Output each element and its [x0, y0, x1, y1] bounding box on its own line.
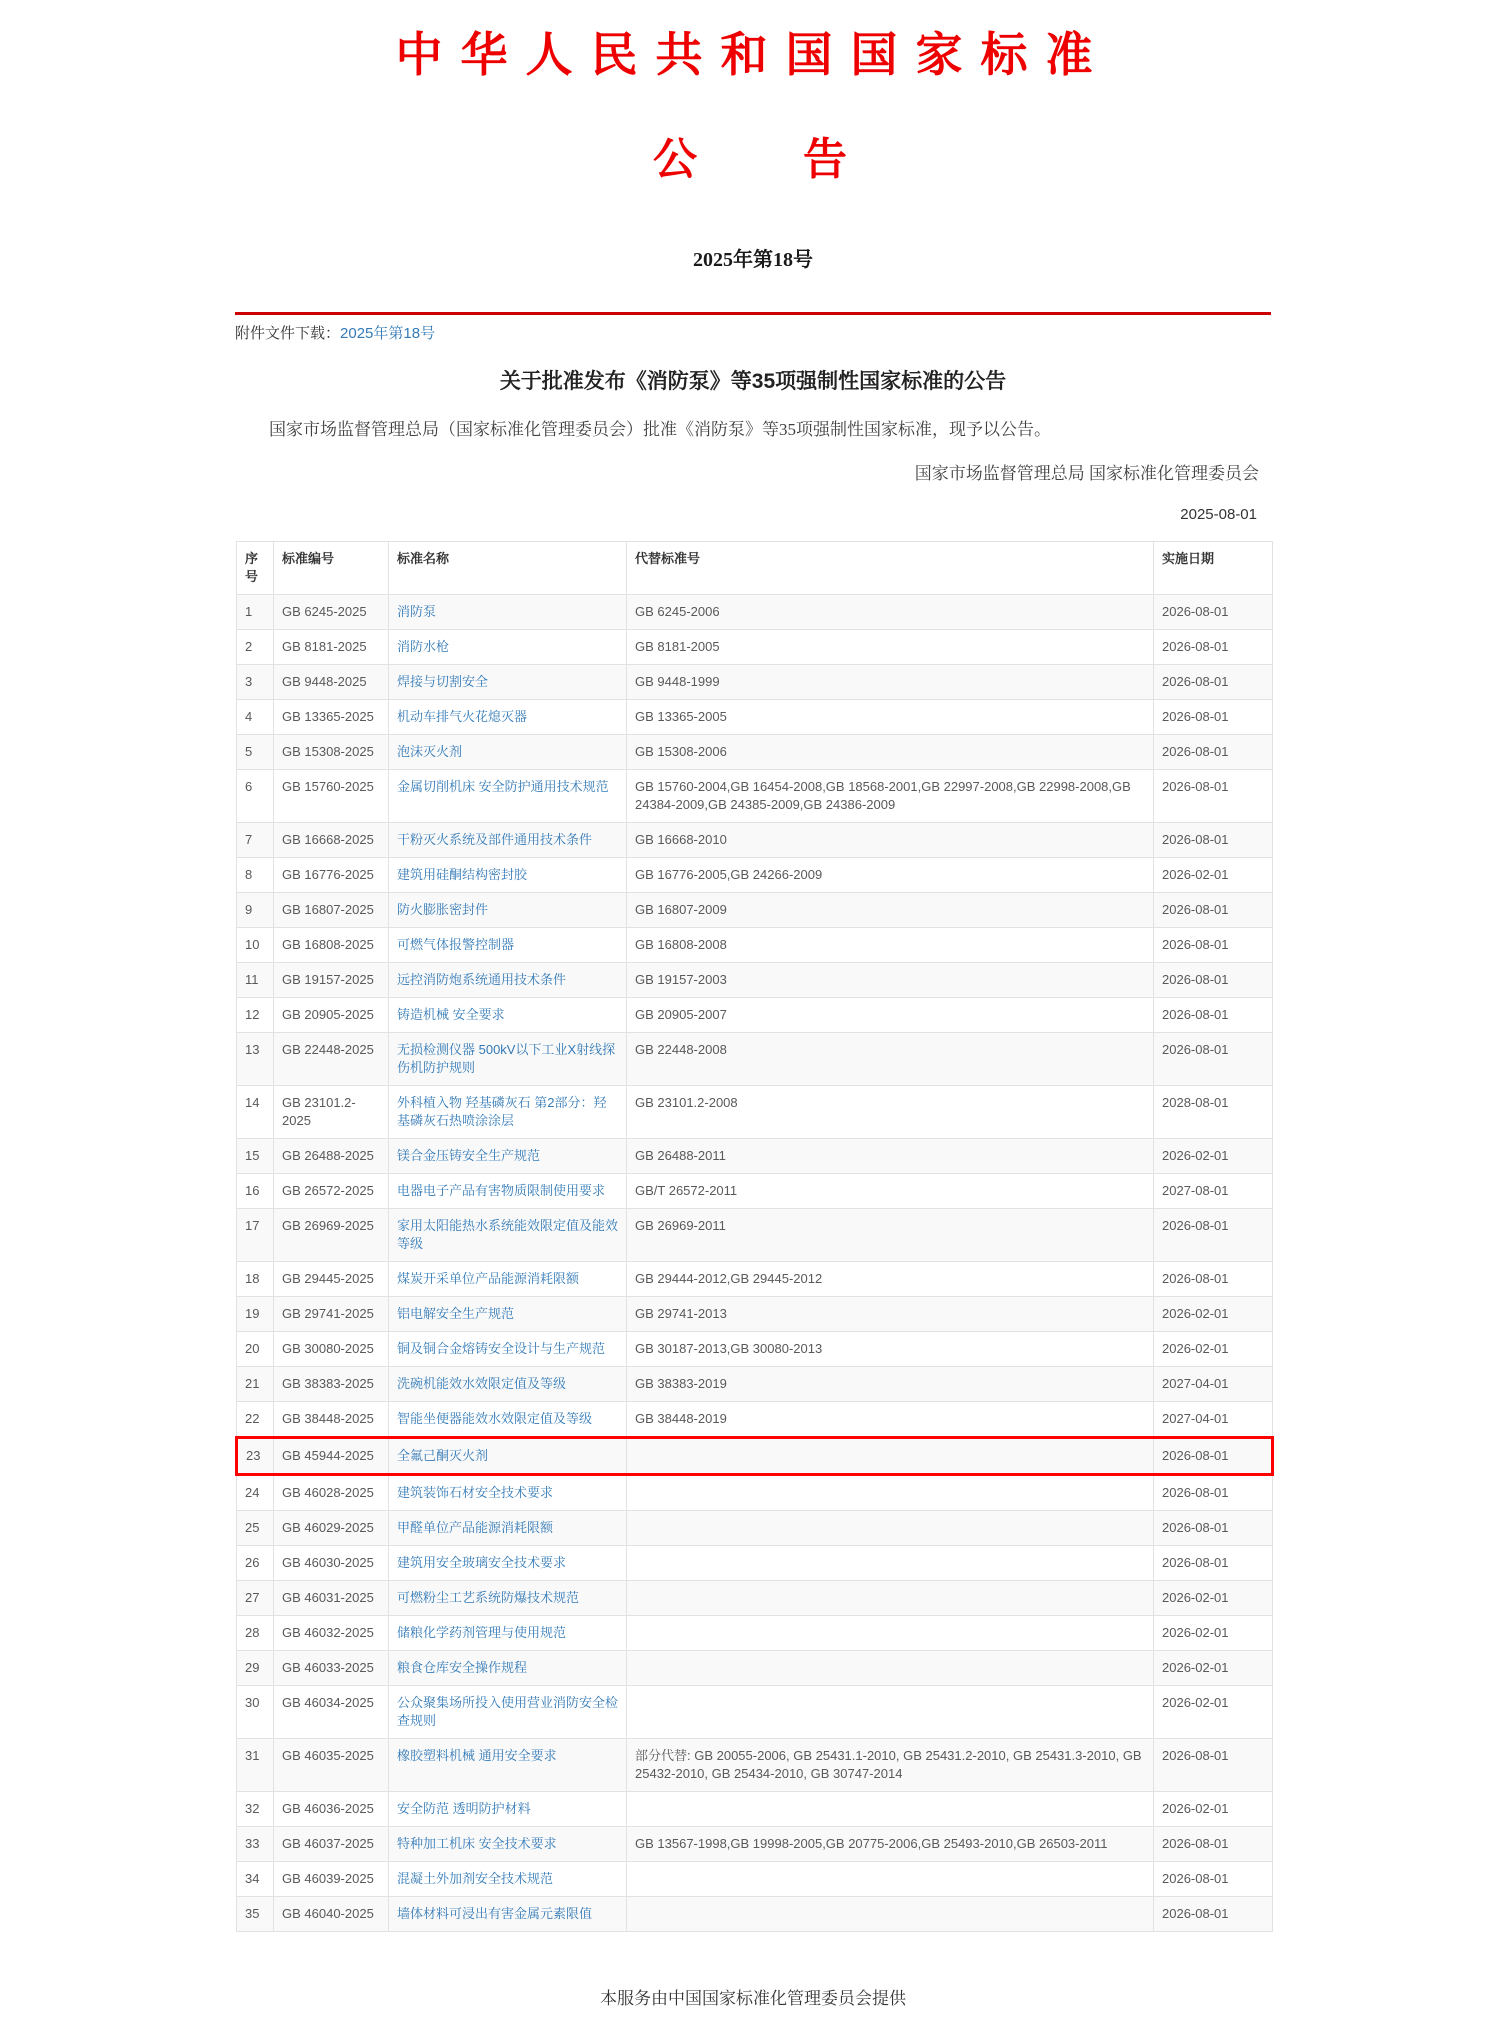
standard-name-link[interactable]: 智能坐便器能效水效限定值及等级	[397, 1410, 593, 1426]
cell-standard-name	[389, 1791, 627, 1826]
column-header-date: 实施日期	[1154, 541, 1273, 594]
cell-no: 3	[237, 664, 274, 699]
cell-standard-name	[389, 1261, 627, 1296]
standard-name-link[interactable]: 铸造机械 安全要求	[397, 1006, 505, 1022]
standard-name-link[interactable]: 消防泵	[397, 603, 437, 619]
cell-standard-name	[389, 822, 627, 857]
cell-standard-code: GB 46033-2025	[274, 1650, 389, 1685]
cell-no: 17	[237, 1208, 274, 1261]
cell-no: 18	[237, 1261, 274, 1296]
cell-implementation-date: 2026-08-01	[1154, 1208, 1273, 1261]
cell-replaced-codes	[627, 1545, 1154, 1580]
cell-standard-name	[389, 1366, 627, 1401]
attachment-label: 附件文件下载：	[235, 325, 341, 342]
cell-replaced-codes: GB 16808-2008	[627, 927, 1154, 962]
cell-standard-code: GB 23101.2-2025	[274, 1085, 389, 1138]
table-row	[237, 1437, 1273, 1474]
cell-standard-name	[389, 1826, 627, 1861]
cell-standard-name	[389, 1896, 627, 1931]
standard-name-link[interactable]: 洗碗机能效水效限定值及等级	[397, 1375, 567, 1391]
table-row	[237, 1685, 1273, 1738]
cell-implementation-date: 2026-08-01	[1154, 1437, 1273, 1474]
standard-name-link[interactable]: 建筑装饰石材安全技术要求	[397, 1484, 554, 1500]
cell-implementation-date: 2026-08-01	[1154, 1545, 1273, 1580]
table-row	[237, 1896, 1273, 1931]
standards-table-head	[237, 541, 1273, 594]
cell-standard-code: GB 26572-2025	[274, 1173, 389, 1208]
cell-standard-code: GB 20905-2025	[274, 997, 389, 1032]
cell-standard-code: GB 8181-2025	[274, 629, 389, 664]
cell-replaced-codes: GB 29741-2013	[627, 1296, 1154, 1331]
cell-implementation-date: 2026-08-01	[1154, 734, 1273, 769]
cell-standard-code: GB 46039-2025	[274, 1861, 389, 1896]
standard-name-link[interactable]: 甲醛单位产品能源消耗限额	[397, 1519, 554, 1535]
cell-implementation-date: 2026-08-01	[1154, 997, 1273, 1032]
cell-standard-name	[389, 1331, 627, 1366]
table-row	[237, 857, 1273, 892]
cell-implementation-date: 2026-08-01	[1154, 629, 1273, 664]
table-row	[237, 1826, 1273, 1861]
cell-standard-code: GB 46031-2025	[274, 1580, 389, 1615]
cell-replaced-codes	[627, 1437, 1154, 1474]
cell-standard-code: GB 16776-2025	[274, 857, 389, 892]
cell-replaced-codes: GB 20905-2007	[627, 997, 1154, 1032]
cell-implementation-date: 2026-02-01	[1154, 1615, 1273, 1650]
standard-name-link[interactable]: 可燃气体报警控制器	[397, 936, 515, 952]
cell-replaced-codes: GB 15760-2004,GB 16454-2008,GB 18568-2001,GB 22997-2008,GB 22998-2008,GB 24384-2009,GB 24385-2009,GB 24386-2009	[627, 769, 1154, 822]
cell-no: 5	[237, 734, 274, 769]
cell-standard-code: GB 16668-2025	[274, 822, 389, 857]
cell-standard-code: GB 46034-2025	[274, 1685, 389, 1738]
cell-standard-name	[389, 962, 627, 997]
table-row	[237, 734, 1273, 769]
table-row	[237, 629, 1273, 664]
cell-standard-code: GB 30080-2025	[274, 1331, 389, 1366]
table-row	[237, 1296, 1273, 1331]
cell-implementation-date: 2027-08-01	[1154, 1173, 1273, 1208]
cell-replaced-codes: GB 15308-2006	[627, 734, 1154, 769]
table-row	[237, 1401, 1273, 1437]
cell-standard-name	[389, 699, 627, 734]
cell-replaced-codes	[627, 1580, 1154, 1615]
standard-name-link[interactable]: 可燃粉尘工艺系统防爆技术规范	[397, 1589, 580, 1605]
standard-name-link[interactable]: 安全防范 透明防护材料	[397, 1800, 531, 1816]
cell-standard-code: GB 15308-2025	[274, 734, 389, 769]
standards-table	[235, 541, 1274, 1932]
cell-no: 28	[237, 1615, 274, 1650]
footer-text: 本服务由中国国家标准化管理委员会提供	[600, 1988, 906, 2008]
notice-date: 2025-08-01	[1180, 505, 1257, 523]
cell-replaced-codes: GB 29444-2012,GB 29445-2012	[627, 1261, 1154, 1296]
cell-standard-code: GB 46040-2025	[274, 1896, 389, 1931]
standard-name-link[interactable]: 泡沫灭火剂	[397, 743, 463, 759]
cell-standard-name	[389, 1173, 627, 1208]
cell-implementation-date: 2026-02-01	[1154, 1138, 1273, 1173]
cell-standard-code: GB 46035-2025	[274, 1738, 389, 1791]
cell-replaced-codes: GB 16776-2005,GB 24266-2009	[627, 857, 1154, 892]
attachment-row	[235, 322, 1271, 343]
cell-replaced-codes: GB 23101.2-2008	[627, 1085, 1154, 1138]
standard-name-link[interactable]: 储粮化学药剂管理与使用规范	[397, 1624, 567, 1640]
cell-standard-name	[389, 1138, 627, 1173]
column-header-no: 序号	[237, 541, 274, 594]
cell-implementation-date: 2026-02-01	[1154, 1650, 1273, 1685]
cell-no: 2	[237, 629, 274, 664]
standard-name-link[interactable]: 消防水枪	[397, 638, 450, 654]
standard-name-link[interactable]: 无损检测仪器 500kV以下工业X射线探伤机防护规则	[397, 1041, 616, 1075]
cell-implementation-date: 2026-08-01	[1154, 1474, 1273, 1510]
page-subtitle: 公 告	[653, 135, 853, 184]
table-row	[237, 769, 1273, 822]
cell-replaced-codes: GB 38383-2019	[627, 1366, 1154, 1401]
cell-standard-name	[389, 1861, 627, 1896]
cell-replaced-codes: 部分代替: GB 20055-2006, GB 25431.1-2010, GB 25431.2-2010, GB 25431.3-2010, GB 25432-2010, GB 25434-2010, GB 30747-2014	[627, 1738, 1154, 1791]
page	[0, 18, 1487, 2043]
cell-standard-name	[389, 629, 627, 664]
cell-no: 21	[237, 1366, 274, 1401]
cell-replaced-codes	[627, 1474, 1154, 1510]
table-row	[237, 664, 1273, 699]
standard-name-link[interactable]: 铝电解安全生产规范	[397, 1305, 515, 1321]
cell-no: 29	[237, 1650, 274, 1685]
standard-name-link[interactable]: 橡胶塑料机械 通用安全要求	[397, 1747, 557, 1763]
cell-replaced-codes: GB 22448-2008	[627, 1032, 1154, 1085]
cell-implementation-date: 2026-08-01	[1154, 1032, 1273, 1085]
cell-no: 11	[237, 962, 274, 997]
cell-no: 13	[237, 1032, 274, 1085]
cell-implementation-date: 2026-02-01	[1154, 1791, 1273, 1826]
cell-standard-name	[389, 1615, 627, 1650]
cell-implementation-date: 2026-08-01	[1154, 769, 1273, 822]
standard-name-link[interactable]: 防火膨胀密封件	[397, 901, 489, 917]
standards-table-body	[237, 594, 1273, 1931]
cell-standard-code: GB 13365-2025	[274, 699, 389, 734]
cell-no: 23	[237, 1437, 274, 1474]
cell-standard-name	[389, 1296, 627, 1331]
standard-name-link[interactable]: 建筑用安全玻璃安全技术要求	[397, 1554, 567, 1570]
cell-implementation-date: 2026-08-01	[1154, 594, 1273, 629]
cell-no: 14	[237, 1085, 274, 1138]
cell-no: 7	[237, 822, 274, 857]
cell-standard-code: GB 19157-2025	[274, 962, 389, 997]
cell-replaced-codes: GB 8181-2005	[627, 629, 1154, 664]
cell-implementation-date: 2026-08-01	[1154, 822, 1273, 857]
cell-replaced-codes: GB 13365-2005	[627, 699, 1154, 734]
table-row	[237, 1138, 1273, 1173]
cell-standard-name	[389, 1685, 627, 1738]
standard-name-link[interactable]: 家用太阳能热水系统能效限定值及能效等级	[397, 1217, 619, 1251]
cell-replaced-codes: GB 6245-2006	[627, 594, 1154, 629]
cell-replaced-codes: GB 38448-2019	[627, 1401, 1154, 1437]
cell-implementation-date: 2026-02-01	[1154, 1580, 1273, 1615]
cell-no: 35	[237, 1896, 274, 1931]
table-row	[237, 1861, 1273, 1896]
cell-no: 34	[237, 1861, 274, 1896]
cell-no: 8	[237, 857, 274, 892]
cell-standard-name	[389, 664, 627, 699]
cell-implementation-date: 2026-08-01	[1154, 962, 1273, 997]
cell-standard-code: GB 16807-2025	[274, 892, 389, 927]
cell-no: 30	[237, 1685, 274, 1738]
cell-standard-code: GB 26488-2025	[274, 1138, 389, 1173]
table-row	[237, 1580, 1273, 1615]
cell-standard-code: GB 46029-2025	[274, 1510, 389, 1545]
cell-standard-name	[389, 1580, 627, 1615]
cell-standard-name	[389, 1545, 627, 1580]
content-column	[235, 18, 1271, 2043]
cell-standard-name	[389, 594, 627, 629]
cell-standard-name	[389, 892, 627, 927]
cell-no: 4	[237, 699, 274, 734]
cell-standard-name	[389, 1738, 627, 1791]
cell-implementation-date: 2026-02-01	[1154, 1331, 1273, 1366]
standard-name-link[interactable]: 墙体材料可浸出有害金属元素限值	[397, 1905, 593, 1921]
cell-standard-code: GB 38448-2025	[274, 1401, 389, 1437]
cell-no: 27	[237, 1580, 274, 1615]
cell-standard-name	[389, 1032, 627, 1085]
standard-name-link[interactable]: 全氟己酮灭火剂	[397, 1447, 489, 1463]
standard-name-link[interactable]: 机动车排气火花熄灭器	[397, 708, 528, 724]
table-row	[237, 594, 1273, 629]
cell-implementation-date: 2026-08-01	[1154, 1738, 1273, 1791]
cell-replaced-codes: GB 30187-2013,GB 30080-2013	[627, 1331, 1154, 1366]
table-row	[237, 1085, 1273, 1138]
cell-standard-name	[389, 1650, 627, 1685]
cell-standard-name	[389, 1401, 627, 1437]
cell-no: 6	[237, 769, 274, 822]
cell-standard-name	[389, 734, 627, 769]
cell-standard-code: GB 15760-2025	[274, 769, 389, 822]
cell-replaced-codes	[627, 1896, 1154, 1931]
cell-standard-name	[389, 1437, 627, 1474]
table-row	[237, 1331, 1273, 1366]
table-row	[237, 962, 1273, 997]
standard-name-link[interactable]: 镁合金压铸安全生产规范	[397, 1147, 541, 1163]
cell-no: 15	[237, 1138, 274, 1173]
cell-standard-code: GB 22448-2025	[274, 1032, 389, 1085]
cell-replaced-codes	[627, 1615, 1154, 1650]
cell-standard-code: GB 38383-2025	[274, 1366, 389, 1401]
cell-standard-name	[389, 927, 627, 962]
standard-name-link[interactable]: 焊接与切割安全	[397, 673, 489, 689]
column-header-code: 标准编号	[274, 541, 389, 594]
cell-implementation-date: 2027-04-01	[1154, 1366, 1273, 1401]
cell-no: 10	[237, 927, 274, 962]
cell-standard-name	[389, 857, 627, 892]
standard-name-link[interactable]: 外科植入物 羟基磷灰石 第2部分：羟基磷灰石热喷涂涂层	[397, 1094, 607, 1128]
column-header-replaced: 代替标准号	[627, 541, 1154, 594]
cell-implementation-date: 2026-02-01	[1154, 857, 1273, 892]
table-row	[237, 1510, 1273, 1545]
cell-replaced-codes: GB 16807-2009	[627, 892, 1154, 927]
cell-implementation-date: 2026-08-01	[1154, 1261, 1273, 1296]
cell-standard-name	[389, 1510, 627, 1545]
cell-implementation-date: 2026-08-01	[1154, 664, 1273, 699]
notice-body: 国家市场监督管理总局（国家标准化管理委员会）批准《消防泵》等35项强制性国家标准，现予以公告。	[269, 420, 1051, 439]
cell-replaced-codes: GB/T 26572-2011	[627, 1173, 1154, 1208]
cell-replaced-codes: GB 26488-2011	[627, 1138, 1154, 1173]
cell-standard-name	[389, 997, 627, 1032]
cell-implementation-date: 2027-04-01	[1154, 1401, 1273, 1437]
cell-replaced-codes	[627, 1510, 1154, 1545]
standard-name-link[interactable]: 干粉灭火系统及部件通用技术条件	[397, 831, 593, 847]
cell-standard-name	[389, 1474, 627, 1510]
table-row	[237, 1173, 1273, 1208]
cell-implementation-date: 2026-08-01	[1154, 927, 1273, 962]
table-row	[237, 822, 1273, 857]
table-row	[237, 1650, 1273, 1685]
cell-no: 22	[237, 1401, 274, 1437]
cell-standard-code: GB 46030-2025	[274, 1545, 389, 1580]
cell-no: 33	[237, 1826, 274, 1861]
cell-standard-code: GB 9448-2025	[274, 664, 389, 699]
cell-standard-code: GB 6245-2025	[274, 594, 389, 629]
cell-replaced-codes	[627, 1861, 1154, 1896]
cell-standard-code: GB 46037-2025	[274, 1826, 389, 1861]
notice-title: 关于批准发布《消防泵》等35项强制性国家标准的公告	[499, 370, 1007, 393]
cell-no: 12	[237, 997, 274, 1032]
standard-name-link[interactable]: 金属切削机床 安全防护通用技术规范	[397, 778, 609, 794]
cell-implementation-date: 2026-02-01	[1154, 1296, 1273, 1331]
cell-replaced-codes	[627, 1791, 1154, 1826]
cell-standard-code: GB 46028-2025	[274, 1474, 389, 1510]
column-header-name: 标准名称	[389, 541, 627, 594]
cell-no: 25	[237, 1510, 274, 1545]
standard-name-link[interactable]: 电器电子产品有害物质限制使用要求	[397, 1182, 606, 1198]
cell-implementation-date: 2026-08-01	[1154, 699, 1273, 734]
cell-no: 24	[237, 1474, 274, 1510]
cell-standard-name	[389, 1208, 627, 1261]
cell-replaced-codes: GB 16668-2010	[627, 822, 1154, 857]
cell-implementation-date: 2026-08-01	[1154, 1510, 1273, 1545]
cell-no: 1	[237, 594, 274, 629]
cell-implementation-date: 2026-08-01	[1154, 1861, 1273, 1896]
table-row	[237, 1545, 1273, 1580]
cell-replaced-codes: GB 19157-2003	[627, 962, 1154, 997]
table-row	[237, 1032, 1273, 1085]
table-row	[237, 1208, 1273, 1261]
standard-name-link[interactable]: 建筑用硅酮结构密封胶	[397, 866, 528, 882]
standard-name-link[interactable]: 煤炭开采单位产品能源消耗限额	[397, 1270, 580, 1286]
standard-name-link[interactable]: 粮食仓库安全操作规程	[397, 1659, 528, 1675]
page-title: 中华人民共和国国家标准	[395, 30, 1111, 82]
standard-name-link[interactable]: 铜及铜合金熔铸安全设计与生产规范	[397, 1340, 606, 1356]
cell-no: 31	[237, 1738, 274, 1791]
table-row	[237, 699, 1273, 734]
cell-replaced-codes: GB 13567-1998,GB 19998-2005,GB 20775-2006,GB 25493-2010,GB 26503-2011	[627, 1826, 1154, 1861]
red-divider	[235, 312, 1271, 315]
cell-implementation-date: 2028-08-01	[1154, 1085, 1273, 1138]
cell-standard-code: GB 46032-2025	[274, 1615, 389, 1650]
table-row	[237, 1791, 1273, 1826]
cell-standard-name	[389, 1085, 627, 1138]
cell-no: 26	[237, 1545, 274, 1580]
table-row	[237, 927, 1273, 962]
cell-implementation-date: 2026-08-01	[1154, 1896, 1273, 1931]
standard-name-link[interactable]: 特种加工机床 安全技术要求	[397, 1835, 557, 1851]
attachment-download-link[interactable]: 2025年第18号	[340, 325, 436, 342]
table-row	[237, 1615, 1273, 1650]
cell-replaced-codes	[627, 1650, 1154, 1685]
table-row	[237, 997, 1273, 1032]
table-row	[237, 1474, 1273, 1510]
cell-no: 19	[237, 1296, 274, 1331]
cell-standard-code: GB 26969-2025	[274, 1208, 389, 1261]
notice-signature: 国家市场监督管理总局 国家标准化管理委员会	[914, 463, 1259, 483]
cell-replaced-codes: GB 26969-2011	[627, 1208, 1154, 1261]
cell-standard-code: GB 29741-2025	[274, 1296, 389, 1331]
cell-no: 32	[237, 1791, 274, 1826]
table-header-row	[237, 541, 1273, 594]
cell-implementation-date: 2026-02-01	[1154, 1685, 1273, 1738]
standard-name-link[interactable]: 公众聚集场所投入使用营业消防安全检查规则	[397, 1694, 619, 1728]
standard-name-link[interactable]: 远控消防炮系统通用技术条件	[397, 971, 567, 987]
cell-standard-code: GB 29445-2025	[274, 1261, 389, 1296]
cell-standard-code: GB 46036-2025	[274, 1791, 389, 1826]
cell-implementation-date: 2026-08-01	[1154, 892, 1273, 927]
cell-standard-code: GB 45944-2025	[274, 1437, 389, 1474]
cell-no: 9	[237, 892, 274, 927]
table-row	[237, 1261, 1273, 1296]
cell-replaced-codes	[627, 1685, 1154, 1738]
cell-no: 20	[237, 1331, 274, 1366]
cell-no: 16	[237, 1173, 274, 1208]
doc-number: 2025年第18号	[693, 249, 813, 271]
cell-replaced-codes: GB 9448-1999	[627, 664, 1154, 699]
cell-implementation-date: 2026-08-01	[1154, 1826, 1273, 1861]
cell-standard-name	[389, 769, 627, 822]
cell-standard-code: GB 16808-2025	[274, 927, 389, 962]
table-row	[237, 1738, 1273, 1791]
table-row	[237, 892, 1273, 927]
table-row	[237, 1366, 1273, 1401]
standard-name-link[interactable]: 混凝土外加剂安全技术规范	[397, 1870, 554, 1886]
